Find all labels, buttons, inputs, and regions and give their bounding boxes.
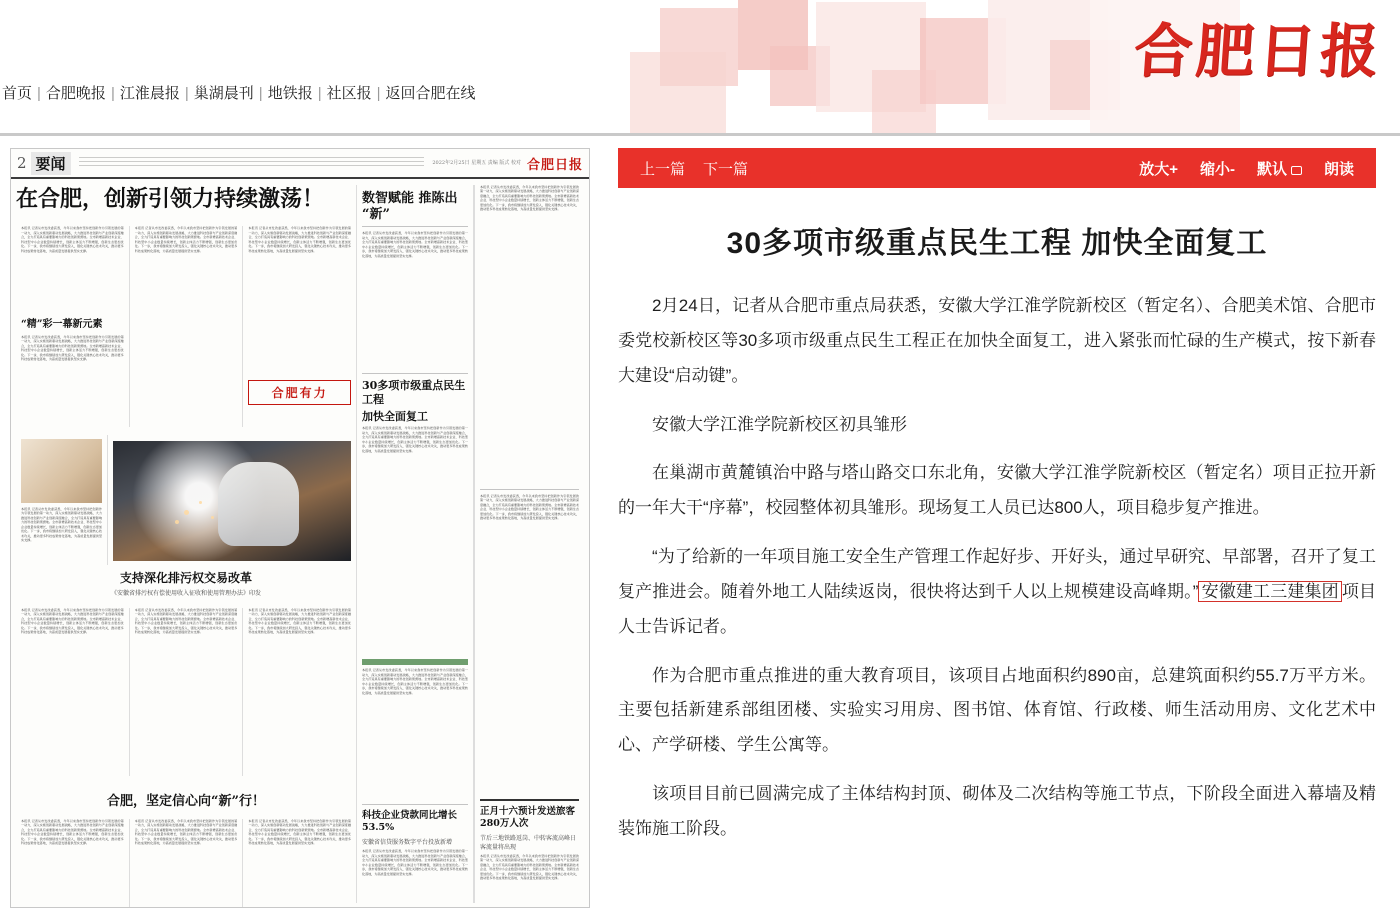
nav-separator: | bbox=[110, 85, 115, 102]
article-paragraph-2: 安徽大学江淮学院新校区初具雏形 bbox=[652, 414, 907, 434]
zoom-in-button[interactable]: 放大+ bbox=[1139, 160, 1178, 178]
newspaper-mid-headline: 合肥，坚定信心向“新”行！ bbox=[107, 793, 265, 809]
newspaper-body-text: 本报讯 记者从市发改委获悉，今年以来我市坚持把创新作为引领发展的第一动力，深入实施创新驱动发展战略，大力推进科技创新与产业创新深度融合，全力打造具有重要影响力的科技创新策源地。全市新增高新技术企业、科技型中小企业数量持续增长，创新主体活力不断增强，创新生态更加优化。下一步，我市将继续加大研发投入，强化关键核心技术攻关，推动更多科技成果转化落地，为高质量发展提供坚实支撑。 bbox=[21, 334, 124, 362]
newspaper-col4-sub-headline-line1: 30多项市级重点民生工程 bbox=[362, 379, 466, 406]
newspaper-body-text: 本报讯 记者从市发改委获悉，今年以来我市坚持把创新作为引领发展的第一动力，深入实施创新驱动发展战略，大力推进科技创新与产业创新深度融合，全力打造具有重要影响力的科技创新策源地。全市新增高新技术企业、科技型中小企业数量持续增长，创新主体活力不断增强，创新生态更加优化。下一步，我市将继续加大研发投入，强化关键核心技术攻关，推动更多科技成果转化落地，为高质量发展提供坚实支撑。 bbox=[134, 226, 238, 253]
quote-text-before: “为了给新的一年项目施工安全生产管理工作起好步、开好头，通过早研究、早部署，召开了复工复产推进会。随着外地工人陆续返岗，很快将达到千人以上规模建设高峰期。” bbox=[618, 547, 1376, 601]
newspaper-body-text: 本报讯 记者从市发改委获悉，今年以来我市坚持把创新作为引领发展的第一动力，深入实施创新驱动发展战略，大力推进科技创新与产业创新深度融合，全力打造具有重要影响力的科技创新策源地。全市新增高新技术企业、科技型中小企业数量持续增长，创新主体活力不断增强，创新生态更加优化。下一步，我市将继续加大研发投入，强化关键核心技术攻关，推动更多科技成果转化落地，为高质量发展提供坚实支撑。 bbox=[480, 853, 579, 881]
article-paragraph-3: 在巢湖市黄麓镇治中路与塔山路交口东北角，安徽大学江淮学院新校区（暂定名）项目正拉开新的一年大干“序幕”，校园整体初具雏形。现场复工人员已达800人，项目稳步复产推进。 bbox=[618, 463, 1376, 518]
newspaper-page-meta: 2022年2月25日 星期五 责编 版式 校对 bbox=[432, 160, 521, 166]
newspaper-body-text: 本报讯 记者从市发改委获悉，今年以来我市坚持把创新作为引领发展的第一动力，深入实施创新驱动发展战略，大力推进科技创新与产业创新深度融合，全力打造具有重要影响力的科技创新策源地。全市新增高新技术企业、科技型中小企业数量持续增长，创新主体活力不断增强，创新生态更加优化。下一步，我市将继续加大研发投入，强化关键核心技术攻关，推动更多科技成果转化落地，为高质量发展提供坚实支撑。 bbox=[134, 818, 238, 846]
newspaper-page-preview[interactable] bbox=[10, 148, 590, 908]
newspaper-decor-bar bbox=[362, 659, 468, 665]
quote-text-after: 项目人士告诉记者。 bbox=[618, 581, 1376, 636]
nav-separator: | bbox=[258, 85, 263, 102]
nav-separator: | bbox=[184, 85, 189, 102]
prev-article-button[interactable]: 上一篇 bbox=[640, 160, 686, 178]
article-title: 30多项市级重点民生工程 加快全面复工 bbox=[726, 227, 1268, 260]
toolbar-tools-group bbox=[1117, 158, 1354, 179]
content-area bbox=[0, 136, 1400, 908]
site-nav bbox=[0, 82, 478, 103]
newspaper-body-text: 本报讯 记者从市发改委获悉，今年以来我市坚持把创新作为引领发展的第一动力，深入实施创新驱动发展战略，大力推进科技创新与产业创新深度融合，全力打造具有重要影响力的科技创新策源地。全市新增高新技术企业、科技型中小企业数量持续增长，创新主体活力不断增强，创新生态更加优化。下一步，我市将继续加大研发投入，强化关键核心技术攻关，推动更多科技成果转化落地，为高质量发展提供坚实支撑。 bbox=[248, 226, 352, 253]
nav-item-community-paper[interactable]: 社区报 bbox=[326, 85, 372, 102]
article-paragraph-quote bbox=[618, 540, 1376, 645]
newspaper-photo-caption-sub: 《安徽省排污权有偿使用收入征收和使用管理办法》印发 bbox=[110, 589, 261, 597]
nav-item-home[interactable]: 首页 bbox=[2, 85, 33, 102]
newspaper-body-text: 本报讯 记者从市发改委获悉，今年以来我市坚持把创新作为引领发展的第一动力，深入实施创新驱动发展战略，大力推进科技创新与产业创新深度融合，全力打造具有重要影响力的科技创新策源地。全市新增高新技术企业、科技型中小企业数量持续增长，创新主体活力不断增强，创新生态更加优化。下一步，我市将继续加大研发投入，强化关键核心技术攻关，推动更多科技成果转化落地，为高质量发展提供坚实支撑。 bbox=[21, 226, 124, 253]
newspaper-photo-main bbox=[113, 441, 351, 561]
newspaper-col5-headline: 正月十六预计发送旅客280万人次 bbox=[480, 806, 576, 829]
nav-item-back-to-hefei-online[interactable]: 返回合肥在线 bbox=[385, 85, 476, 102]
read-aloud-button[interactable]: 朗读 bbox=[1323, 160, 1354, 178]
newspaper-body-text: 本报讯 记者从市发改委获悉，今年以来我市坚持把创新作为引领发展的第一动力，深入实施创新驱动发展战略，大力推进科技创新与产业创新深度融合，全力打造具有重要影响力的科技创新策源地。全市新增高新技术企业、科技型中小企业数量持续增长，创新主体活力不断增强，创新生态更加优化。下一步，我市将继续加大研发投入，强化关键核心技术攻关，推动更多科技成果转化落地，为高质量发展提供坚实支撑。 bbox=[21, 506, 102, 543]
article-toolbar bbox=[618, 148, 1376, 188]
newspaper-sub-headline-1: “精”彩一幕新元素 bbox=[21, 319, 103, 331]
divider bbox=[480, 489, 579, 490]
article-panel bbox=[590, 148, 1390, 908]
newspaper-body-text: 本报讯 记者从市发改委获悉，今年以来我市坚持把创新作为引领发展的第一动力，深入实施创新驱动发展战略，大力推进科技创新与产业创新深度融合，全力打造具有重要影响力的科技创新策源地。全市新增高新技术企业、科技型中小企业数量持续增长，创新主体活力不断增强，创新生态更加优化。下一步，我市将继续加大研发投入，强化关键核心技术攻关，推动更多科技成果转化落地，为高质量发展提供坚实支撑。 bbox=[248, 818, 352, 846]
article-paragraph-1: 2月24日，记者从合肥市重点局获悉，安徽大学江淮学院新校区（暂定名）、合肥美术馆、合肥市委党校新校区等30多项市级重点民生工程正在加快全面复工，进入紧张而忙碌的生产模式，按下新春大建设“启动键”。 bbox=[618, 296, 1376, 385]
newspaper-body-text: 本报讯 记者从市发改委获悉，今年以来我市坚持把创新作为引领发展的第一动力，深入实施创新驱动发展战略，大力推进科技创新与产业创新深度融合，全力打造具有重要影响力的科技创新策源地。全市新增高新技术企业、科技型中小企业数量持续增长，创新主体活力不断增强，创新生态更加优化。下一步，我市将继续加大研发投入，强化关键核心技术攻关，推动更多科技成果转化落地，为高质量发展提供坚实支撑。 bbox=[21, 818, 124, 846]
nav-item-hefei-evening[interactable]: 合肥晚报 bbox=[45, 85, 106, 102]
newspaper-ad-box: 合肥有力 bbox=[248, 380, 351, 405]
newspaper-col4-sub-headline-line2: 加快全面复工 bbox=[362, 409, 428, 423]
nav-item-jianghuai-morning[interactable]: 江淮晨报 bbox=[119, 85, 180, 102]
newspaper-body-text: 本报讯 记者从市发改委获悉，今年以来我市坚持把创新作为引领发展的第一动力，深入实施创新驱动发展战略，大力推进科技创新与产业创新深度融合，全力打造具有重要影响力的科技创新策源地。全市新增高新技术企业、科技型中小企业数量持续增长，创新主体活力不断增强，创新生态更加优化。下一步，我市将继续加大研发投入，强化关键核心技术攻关，推动更多科技成果转化落地，为高质量发展提供坚实支撑。 bbox=[362, 231, 468, 258]
newspaper-main-headline: 在合肥，创新引领力持续激荡！ bbox=[16, 186, 325, 212]
highlighted-company-name: 安徽建工三建集团 bbox=[1198, 581, 1341, 602]
newspaper-col4-sub-3: 安徽省信贷服务数字平台投放新增 bbox=[362, 839, 453, 847]
newspaper-section-label: 要闻 bbox=[31, 152, 71, 175]
newspaper-col5-sub: 节后三地铁路返岗、中转客流高峰日客流量将出现 bbox=[480, 834, 577, 851]
site-logo-text: 合肥日报 bbox=[1131, 17, 1385, 85]
newspaper-brand: 合肥日报 bbox=[526, 157, 583, 173]
divider bbox=[480, 799, 579, 801]
newspaper-body-text: 本报讯 记者从市发改委获悉，今年以来我市坚持把创新作为引领发展的第一动力，深入实施创新驱动发展战略，大力推进科技创新与产业创新深度融合，全力打造具有重要影响力的科技创新策源地。全市新增高新技术企业、科技型中小企业数量持续增长，创新主体活力不断增强，创新生态更加优化。下一步，我市将继续加大研发投入，强化关键核心技术攻关，推动更多科技成果转化落地，为高质量发展提供坚实支撑。 bbox=[362, 849, 468, 876]
zoom-out-button[interactable]: 缩小- bbox=[1199, 160, 1235, 178]
nav-separator: | bbox=[37, 85, 41, 102]
newspaper-body-text: 本报讯 记者从市发改委获悉，今年以来我市坚持把创新作为引领发展的第一动力，深入实施创新驱动发展战略，大力推进科技创新与产业创新深度融合，全力打造具有重要影响力的科技创新策源地。全市新增高新技术企业、科技型中小企业数量持续增长，创新主体活力不断增强，创新生态更加优化。下一步，我市将继续加大研发投入，强化关键核心技术攻关，推动更多科技成果转化落地，为高质量发展提供坚实支撑。 bbox=[362, 668, 468, 695]
newspaper-body-text: 本报讯 记者从市发改委获悉，今年以来我市坚持把创新作为引领发展的第一动力，深入实施创新驱动发展战略，大力推进科技创新与产业创新深度融合，全力打造具有重要影响力的科技创新策源地。全市新增高新技术企业、科技型中小企业数量持续增长，创新主体活力不断增强，创新生态更加优化。下一步，我市将继续加大研发投入，强化关键核心技术攻关，推动更多科技成果转化落地，为高质量发展提供坚实支撑。 bbox=[134, 607, 238, 635]
nav-item-chaohu-morning[interactable]: 巢湖晨刊 bbox=[193, 85, 254, 102]
newspaper-columns bbox=[11, 181, 589, 907]
newspaper-body-text: 本报讯 记者从市发改委获悉，今年以来我市坚持把创新作为引领发展的第一动力，深入实施创新驱动发展战略，大力推进科技创新与产业创新深度融合，全力打造具有重要影响力的科技创新策源地。全市新增高新技术企业、科技型中小企业数量持续增长，创新主体活力不断增强，创新生态更加优化。下一步，我市将继续加大研发投入，强化关键核心技术攻关，推动更多科技成果转化落地，为高质量发展提供坚实支撑。 bbox=[480, 494, 579, 521]
newspaper-body-text: 本报讯 记者从市发改委获悉，今年以来我市坚持把创新作为引领发展的第一动力，深入实施创新驱动发展战略，大力推进科技创新与产业创新深度融合，全力打造具有重要影响力的科技创新策源地。全市新增高新技术企业、科技型中小企业数量持续增长，创新主体活力不断增强，创新生态更加优化。下一步，我市将继续加大研发投入，强化关键核心技术攻关，推动更多科技成果转化落地，为高质量发展提供坚实支撑。 bbox=[21, 607, 124, 635]
newspaper-body-text: 本报讯 记者从市发改委获悉，今年以来我市坚持把创新作为引领发展的第一动力，深入实施创新驱动发展战略，大力推进科技创新与产业创新深度融合，全力打造具有重要影响力的科技创新策源地。全市新增高新技术企业、科技型中小企业数量持续增长，创新主体活力不断增强，创新生态更加优化。下一步，我市将继续加大研发投入，强化关键核心技术攻关，推动更多科技成果转化落地，为高质量发展提供坚实支撑。 bbox=[362, 426, 468, 453]
default-size-button[interactable] bbox=[1257, 158, 1302, 179]
nav-separator: | bbox=[376, 85, 381, 102]
divider bbox=[362, 804, 468, 805]
square-icon bbox=[1291, 166, 1302, 175]
newspaper-body-text: 本报讯 记者从市发改委获悉，今年以来我市坚持把创新作为引领发展的第一动力，深入实施创新驱动发展战略，大力推进科技创新与产业创新深度融合，全力打造具有重要影响力的科技创新策源地。全市新增高新技术企业、科技型中小企业数量持续增长，创新主体活力不断增强，创新生态更加优化。下一步，我市将继续加大研发投入，强化关键核心技术攻关，推动更多科技成果转化落地，为高质量发展提供坚实支撑。 bbox=[248, 607, 352, 635]
newspaper-photo-caption-title: 支持深化排污权交易改革 bbox=[119, 570, 252, 585]
newspaper-body-text: 本报讯 记者从市发改委获悉，今年以来我市坚持把创新作为引领发展的第一动力，深入实施创新驱动发展战略，大力推进科技创新与产业创新深度融合，全力打造具有重要影响力的科技创新策源地。全市新增高新技术企业、科技型中小企业数量持续增长，创新主体活力不断增强，创新生态更加优化。下一步，我市将继续加大研发投入，强化关键核心技术攻关，推动更多科技成果转化落地，为高质量发展提供坚实支撑。 bbox=[480, 185, 579, 212]
newspaper-header-rules bbox=[79, 157, 425, 169]
newspaper-page-number: 2 bbox=[17, 154, 27, 172]
newspaper-photo-small bbox=[21, 439, 102, 503]
divider bbox=[362, 226, 468, 227]
newspaper-col4-headline: 数智赋能 推陈出“新” bbox=[362, 191, 458, 222]
site-masthead bbox=[0, 0, 1400, 136]
newspaper-page-header bbox=[11, 149, 589, 179]
divider bbox=[362, 373, 468, 374]
toolbar-nav-group bbox=[640, 158, 766, 179]
default-size-label: 默认 bbox=[1256, 160, 1287, 178]
nav-separator: | bbox=[317, 85, 322, 102]
article-paragraph-5: 该项目目前已圆满完成了主体结构封顶、砌体及二次结构等施工节点，下阶段全面进入幕墙及精装饰施工阶段。 bbox=[618, 784, 1376, 838]
article-paragraph-4: 作为合肥市重点推进的重大教育项目，该项目占地面积约890亩，总建筑面积约55.7万平方米。主要包括新建系部组团楼、实验实习用房、图书馆、体育馆、行政楼、师生活动用房、文化艺术中心、产学研楼、学生公寓等。 bbox=[618, 665, 1376, 755]
next-article-button[interactable]: 下一篇 bbox=[703, 160, 749, 178]
nav-item-metro-paper[interactable]: 地铁报 bbox=[267, 85, 313, 102]
site-logo[interactable] bbox=[1131, 17, 1385, 85]
newspaper-col4-headline-3: 科技企业贷款同比增长53.5% bbox=[362, 810, 458, 834]
